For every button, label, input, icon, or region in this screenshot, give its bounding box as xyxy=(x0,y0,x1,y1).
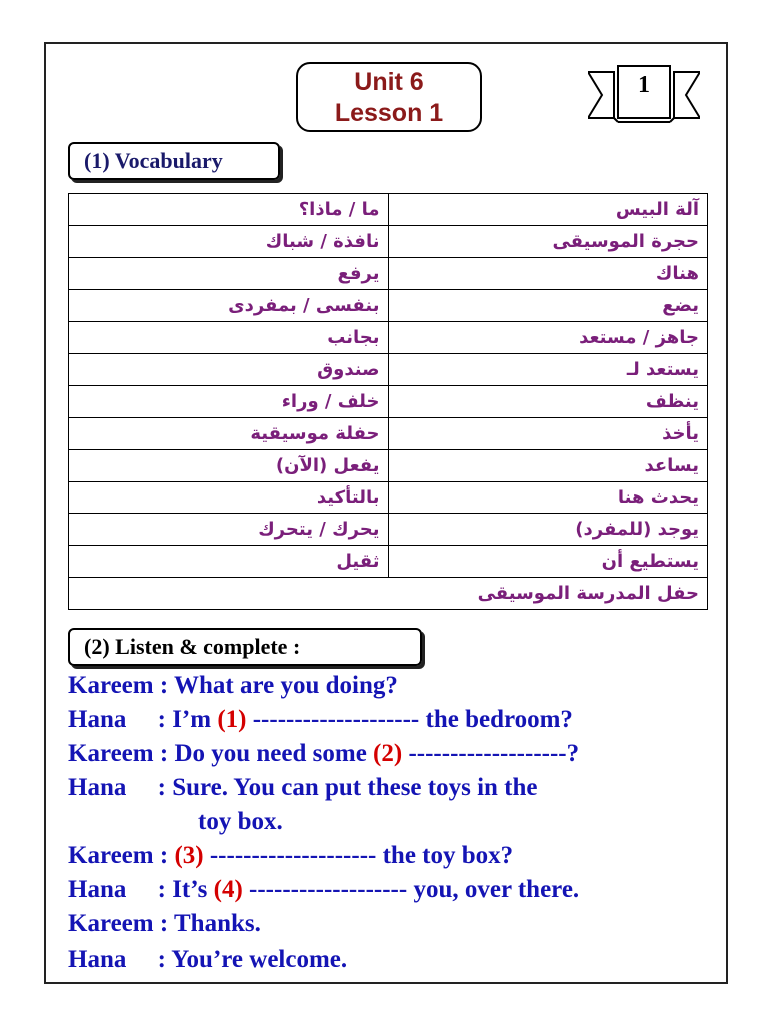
speaker-label: Kareem : xyxy=(68,910,169,937)
dialogue-line xyxy=(68,842,513,870)
line-text: Sure. You can put these toys in the xyxy=(165,774,538,801)
dialogue-line xyxy=(68,706,573,734)
vocab-cell: يوجد (للمفرد) xyxy=(388,514,708,546)
vocab-row xyxy=(69,290,708,322)
vocab-row xyxy=(69,418,708,450)
blank-line: -------------------- the bedroom? xyxy=(246,706,573,733)
line-text: Do you need some xyxy=(168,740,374,767)
speaker-label: Kareem : xyxy=(68,740,169,767)
vocab-row xyxy=(69,226,708,258)
vocab-cell: يحدث هنا xyxy=(388,482,708,514)
vocab-row xyxy=(69,322,708,354)
speaker-label: Hana : xyxy=(68,774,166,801)
vocab-cell: يفعل (الآن) xyxy=(69,450,389,482)
vocab-cell: صندوق xyxy=(69,354,389,386)
vocab-cell: يأخذ xyxy=(388,418,708,450)
blank-number: (1) xyxy=(217,706,247,733)
vocab-row xyxy=(69,578,708,610)
blank-number: (2) xyxy=(373,740,403,767)
unit-lesson-title xyxy=(296,62,482,132)
speaker-label: Hana : xyxy=(68,946,166,973)
vocab-row xyxy=(69,546,708,578)
line-text: It’s xyxy=(165,876,214,903)
line-text: You’re welcome. xyxy=(165,946,348,973)
vocab-cell: حجرة الموسيقى xyxy=(388,226,708,258)
vocab-cell: بنفسى / بمفردى xyxy=(69,290,389,322)
blank-line: -------------------- the toy box? xyxy=(203,842,514,869)
blank-number: (4) xyxy=(213,876,243,903)
vocab-cell: حفلة موسيقية xyxy=(69,418,389,450)
vocab-row xyxy=(69,482,708,514)
vocab-cell: نافذة / شباك xyxy=(69,226,389,258)
vocab-row xyxy=(69,194,708,226)
vocab-row xyxy=(69,354,708,386)
vocab-cell: خلف / وراء xyxy=(69,386,389,418)
vocab-row xyxy=(69,514,708,546)
dialogue-line xyxy=(68,740,579,768)
vocab-row xyxy=(69,258,708,290)
speaker-label: Kareem : xyxy=(68,672,169,699)
dialogue-line xyxy=(68,910,261,938)
line-text: Thanks. xyxy=(168,910,261,937)
vocab-cell: يستعد لـ xyxy=(388,354,708,386)
vocab-cell: يستطيع أن xyxy=(388,546,708,578)
lesson-label: Lesson 1 xyxy=(334,99,444,127)
blank-line: ------------------- you, over there. xyxy=(242,876,580,903)
vocabulary-table xyxy=(68,193,708,610)
vocab-cell: آلة البيس xyxy=(388,194,708,226)
vocab-cell: جاهز / مستعد xyxy=(388,322,708,354)
blank-number: (3) xyxy=(174,842,204,869)
dialogue-line xyxy=(68,774,538,802)
dialogue-line xyxy=(68,672,398,700)
speaker-label: Hana : xyxy=(68,876,166,903)
vocab-cell: ثقيل xyxy=(69,546,389,578)
line-text: I’m xyxy=(165,706,218,733)
dialogue-line xyxy=(68,946,347,974)
unit-label: Unit 6 xyxy=(354,68,424,96)
line-text: toy box. xyxy=(198,808,283,835)
vocab-cell: بالتأكيد xyxy=(69,482,389,514)
vocab-cell: يحرك / يتحرك xyxy=(69,514,389,546)
vocab-row xyxy=(69,386,708,418)
speaker-label: Hana : xyxy=(68,706,166,733)
speaker-label: Kareem : xyxy=(68,842,169,869)
vocab-cell: ينظف xyxy=(388,386,708,418)
vocab-cell: ما / ماذا؟ xyxy=(69,194,389,226)
vocab-cell: يضع xyxy=(388,290,708,322)
dialogue-line xyxy=(68,876,579,904)
vocab-row xyxy=(69,450,708,482)
vocabulary-heading: (1) Vocabulary xyxy=(68,142,280,180)
vocab-cell: هناك xyxy=(388,258,708,290)
dialogue-line xyxy=(198,808,283,836)
lesson-number: 1 xyxy=(638,72,650,98)
vocab-cell: يساعد xyxy=(388,450,708,482)
blank-line: -------------------? xyxy=(402,740,580,767)
listen-heading: (2) Listen & complete : xyxy=(68,628,422,666)
vocab-cell: حفل المدرسة الموسيقى xyxy=(69,578,708,610)
vocab-cell: يرفع xyxy=(69,258,389,290)
vocab-cell: بجانب xyxy=(69,322,389,354)
line-text: What are you doing? xyxy=(168,672,398,699)
